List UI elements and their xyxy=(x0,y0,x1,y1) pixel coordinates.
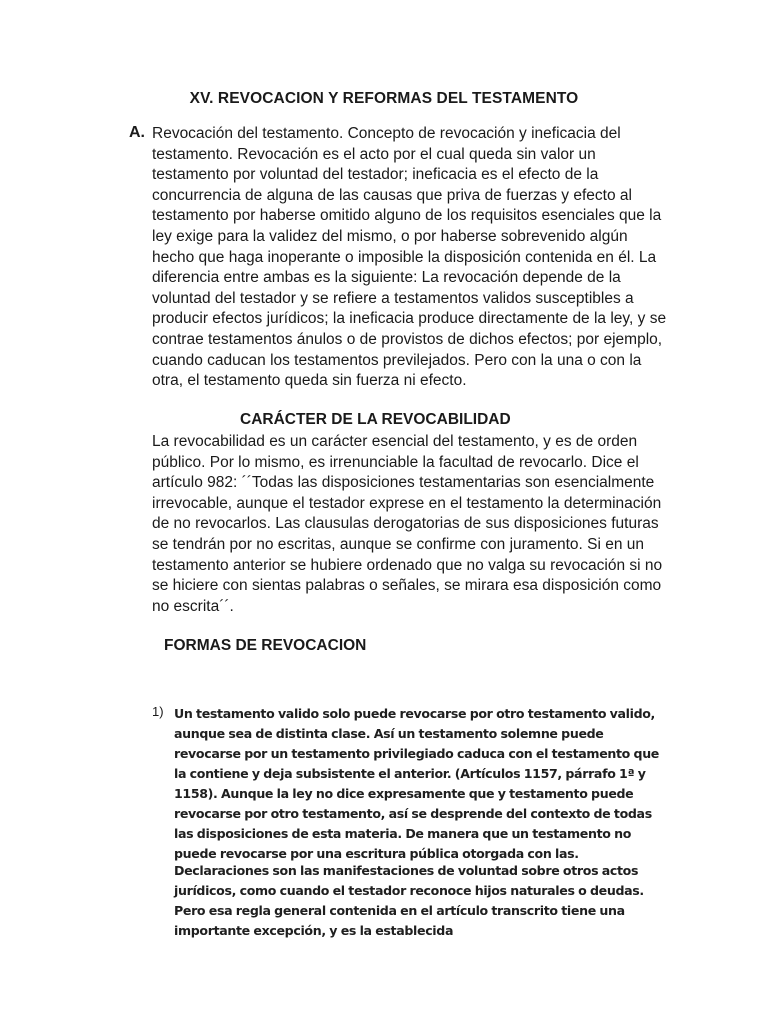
formas-heading: FORMAS DE REVOCACION xyxy=(164,637,367,654)
list-item xyxy=(152,704,672,864)
section-a-marker: A. xyxy=(129,124,145,141)
caracter-heading: CARÁCTER DE LA REVOCABILIDAD xyxy=(240,411,511,428)
list-item-text: Un testamento valido solo puede revocarse por otro testamento valido, aunque sea de distinta clase. Así un testamento solemne puede revocarse por un testamento privilegiado caduca con el testamento que la contiene y deja subsistente el anterior. (Artículos 1157, párrafo 1ª y 1158). Aunque la ley no dice expresamente que y testamento puede revocarse por otro testamento, así se desprende del contexto de todas las disposiciones de esta materia. De manera que un testamento no puede revocarse por una escritura pública otorgada con las. xyxy=(174,706,659,861)
caracter-paragraph: La revocabilidad es un carácter esencial del testamento, y es de orden público. Por lo mismo, es irrenunciable la facultad de revocarlo. Dice el artículo 982: ´´Todas las disposiciones testamentarias son esencialmente irrevocable, aunque el testador exprese en el testamento la determinación de no revocarlos. Las clausulas derogatorias de sus disposiciones futuras se tendrán por no escritas, aunque se confirme con juramento. Si en un testamento anterior se hubiere ordenado que no valga su revocación si no se hiciere con sientas palabras o señales, se mirara esa disposición como no escrita´´. xyxy=(152,433,663,615)
list-item-number: 1) xyxy=(152,704,164,719)
section-a-paragraph: Revocación del testamento. Concepto de revocación y ineficacia del testamento. Revocación es el acto por el cual queda sin valor un testamento por voluntad del testador; ineficacia es el efecto de la concurrencia de alguna de las causas que priva de fuerzas y efecto al testamento por haberse omitido alguno de los requisitos esenciales que la ley exige para la validez del mismo, o por haberse sobrevenido algún hecho que haga inoperante o imposible la disposición contenida en él. La diferencia entre ambas es la siguiente: La revocación depende de la voluntad del testador y se refiere a testamentos validos susceptibles a producir efectos jurídicos; la ineficacia produce directamente de la ley, y se contrae testamentos ánulos o de provistos de dichos efectos; por ejemplo, cuando caducan los testamentos previlejados. Pero con la una o con la otra, el testamento queda sin fuerza ni efecto. xyxy=(152,125,667,390)
declaraciones-paragraph: Declaraciones son las manifestaciones de voluntad sobre otros actos jurídicos, como cuando el testador reconoce hijos naturales o deudas. Pero esa regla general contenida en el artículo transcrito tiene una importante excepción, y es la establecida xyxy=(174,863,644,938)
section-a xyxy=(129,124,669,392)
document-title: XV. REVOCACION Y REFORMAS DEL TESTAMENTO xyxy=(189,90,579,107)
formas-list xyxy=(152,704,672,864)
